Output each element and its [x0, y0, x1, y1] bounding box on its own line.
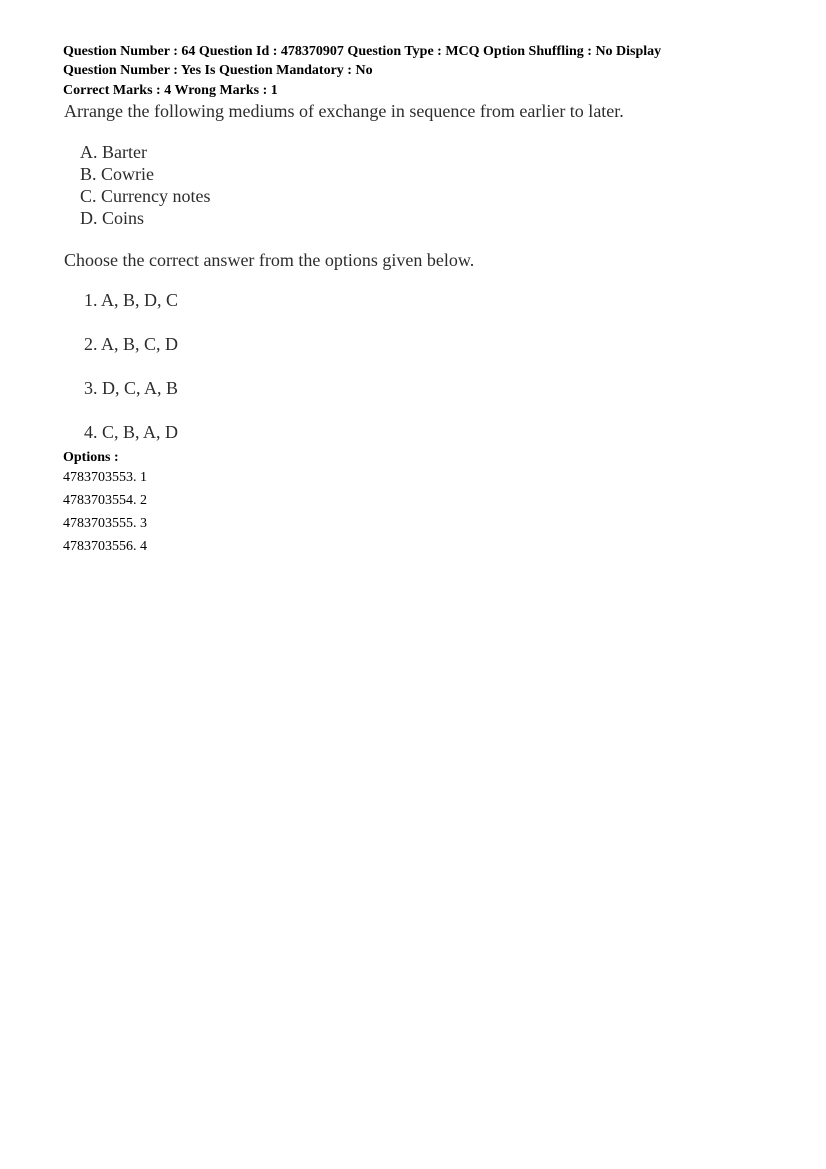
- meta-line-question-number: Question Number : 64 Question Id : 478370907 Question Type : MCQ Option Shuffling : No Display: [63, 44, 662, 59]
- answer-choice: 4. C, B, A, D: [84, 422, 179, 442]
- meta-line-marks: Correct Marks : 4 Wrong Marks : 1: [63, 83, 278, 98]
- question-item: A. Barter: [80, 142, 147, 162]
- option-id-row: 4783703554. 2: [63, 493, 147, 508]
- answer-choice: 1. A, B, D, C: [84, 290, 179, 310]
- answer-choice: 2. A, B, C, D: [84, 334, 179, 354]
- options-label: Options :: [63, 450, 119, 465]
- question-item: D. Coins: [80, 208, 145, 228]
- answer-choice: 3. D, C, A, B: [84, 378, 179, 398]
- question-item: C. Currency notes: [80, 186, 211, 206]
- option-id-row: 4783703555. 3: [63, 516, 147, 531]
- question-instruction: Choose the correct answer from the options given below.: [64, 250, 475, 270]
- option-id-row: 4783703553. 1: [63, 470, 147, 485]
- meta-line-mandatory: Question Number : Yes Is Question Mandatory : No: [63, 63, 373, 78]
- option-id-row: 4783703556. 4: [63, 539, 147, 554]
- question-prompt: Arrange the following mediums of exchange in sequence from earlier to later.: [64, 101, 624, 121]
- question-item: B. Cowrie: [80, 164, 154, 184]
